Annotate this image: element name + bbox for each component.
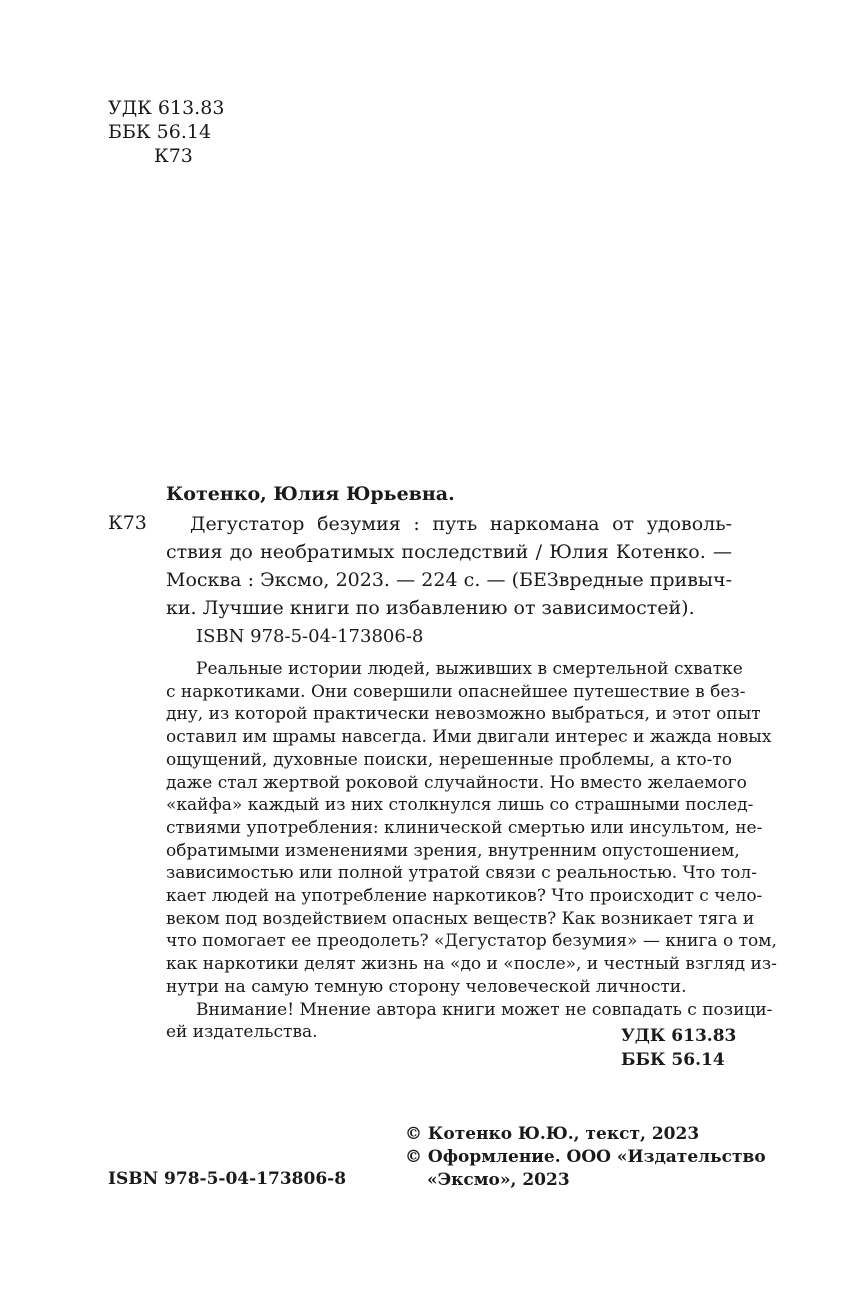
annotation-line: веком под воздействием опасных веществ? Как возникает тяга и <box>166 908 755 929</box>
classification-block <box>108 96 224 168</box>
author-mark: К73 <box>154 145 193 167</box>
notice-line: ей издательства. <box>166 1022 318 1043</box>
author-heading: Котенко, Юлия Юрьевна. <box>166 483 455 505</box>
annotation-line: даже стал жертвой роковой случайности. Но вместо желаемого <box>166 772 747 793</box>
biblio-line: ки. Лучшие книги по избавлению от зависимостей). <box>166 597 695 619</box>
udk-code: УДК 613.83 <box>108 97 225 119</box>
bottom-classification <box>621 1024 736 1072</box>
copyright-block <box>405 1123 766 1192</box>
notice-line: Внимание! Мнение автора книги может не совпадать с позици- <box>196 999 773 1020</box>
annotation-line: как наркотики делят жизнь на «до и «после», и честный взгляд из- <box>166 954 777 975</box>
isbn-entry: ISBN 978-5-04-173806-8 <box>196 626 424 647</box>
bbk-code: ББК 56.14 <box>108 121 212 143</box>
annotation-line: ствиями употребления: клинической смертью или инсультом, не- <box>166 817 763 838</box>
annotation-line: зависимостью или полной утратой связи с реальностью. Что тол- <box>166 863 757 884</box>
annotation-line: кает людей на употребление наркотиков? Что происходит с чело- <box>166 886 763 907</box>
annotation-line: оставил им шрамы навсегда. Ими двигали интерес и жажда новых <box>166 727 772 748</box>
annotation-line: нутри на самую темную сторону человеческой личности. <box>166 976 687 997</box>
biblio-line: ствия до необратимых последствий / Юлия Котенко. — <box>166 541 732 563</box>
biblio-line: Москва : Эксмо, 2023. — 224 с. — (БЕЗвредные привыч- <box>166 569 732 591</box>
annotation-line: ощущений, духовные поиски, нерешенные проблемы, а кто-то <box>166 749 732 770</box>
annotation-line: дну, из которой практически невозможно выбраться, и этот опыт <box>166 704 761 725</box>
copyright-text: © Котенко Ю.Ю., текст, 2023 <box>405 1124 700 1144</box>
annotation-line: с наркотиками. Они совершили опаснейшее путешествие в без- <box>166 681 746 702</box>
biblio-line: Дегустатор безумия : путь наркомана от удоволь- <box>190 513 732 535</box>
author-mark-entry: К73 <box>108 512 147 534</box>
bbk-code-bottom: ББК 56.14 <box>621 1050 725 1070</box>
copyright-design-cont: «Эксмо», 2023 <box>427 1170 570 1190</box>
bibliographic-description <box>166 510 732 622</box>
annotation-line: «кайфа» каждый из них столкнулся лишь со страшными послед- <box>166 795 754 816</box>
udk-code-bottom: УДК 613.83 <box>621 1026 737 1046</box>
annotation-line: Реальные истории людей, выживших в смертельной схватке <box>196 659 743 679</box>
annotation-line: обратимыми изменениями зрения, внутренним опустошением, <box>166 840 740 861</box>
annotation-line: что помогает ее преодолеть? «Дегустатор безумия» — книга о том, <box>166 931 777 952</box>
copyright-design: © Оформление. ООО «Издательство <box>405 1147 766 1167</box>
annotation <box>166 658 777 1044</box>
isbn-bottom: ISBN 978-5-04-173806-8 <box>108 1169 347 1189</box>
